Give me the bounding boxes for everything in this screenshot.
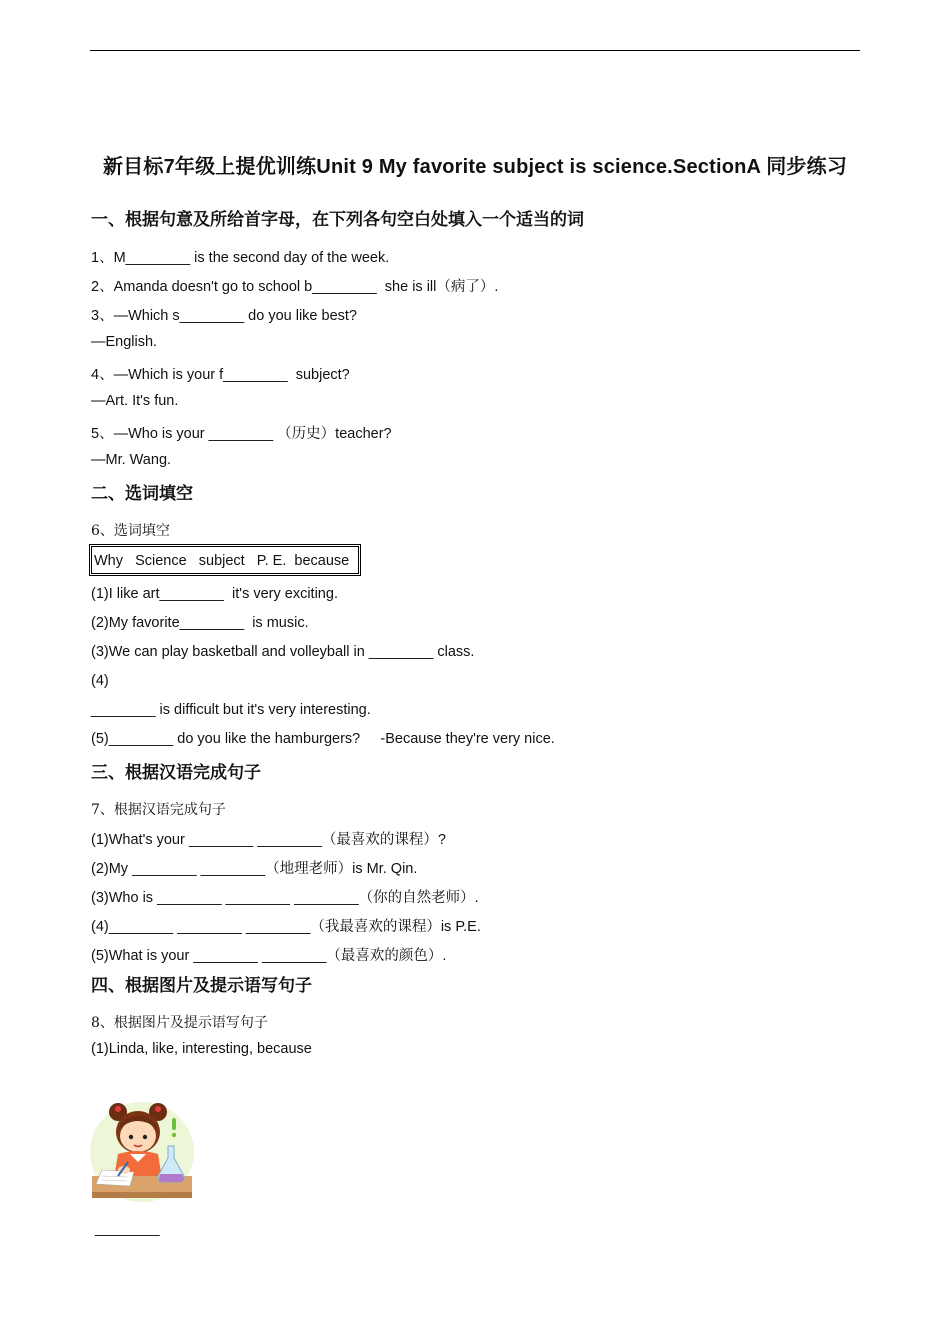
section-heading-1: 一、根据句意及所给首字母，在下列各句空白处填入一个适当的词 bbox=[91, 210, 584, 229]
page-title: 新目标7年级上提优训练Unit 9 My favorite subject is science.SectionA 同步练习 bbox=[102, 156, 848, 178]
question-line: (5)________ do you like the hamburgers? -Because they're very nice. bbox=[91, 731, 555, 747]
question-line: (1)Linda, like, interesting, because bbox=[91, 1041, 312, 1057]
question-line: (1)I like art________ it's very exciting. bbox=[91, 586, 338, 602]
question-line: (4)________ ________ ________（我最喜欢的课程）is P.E. bbox=[91, 919, 481, 935]
girl-studying-illustration bbox=[88, 1092, 196, 1204]
word-box bbox=[89, 544, 361, 576]
word-box-text: Why Science subject P. E. because bbox=[94, 553, 350, 569]
question-number: 6、选词填空 bbox=[91, 523, 170, 539]
question-line: (4) bbox=[91, 673, 109, 689]
section-heading-3: 三、根据汉语完成句子 bbox=[91, 763, 261, 782]
section-heading-4: 四、根据图片及提示语写句子 bbox=[91, 976, 312, 995]
answer-blank: ________ bbox=[95, 1221, 160, 1237]
header-rule bbox=[90, 50, 860, 51]
question-line: (2)My favorite________ is music. bbox=[91, 615, 309, 631]
question-line: 1、M________ is the second day of the week. bbox=[91, 250, 390, 266]
question-line: 3、—Which s________ do you like best? bbox=[91, 308, 357, 324]
question-line: 5、—Who is your ________ （历史）teacher? bbox=[91, 426, 392, 442]
question-number: 8、根据图片及提示语写句子 bbox=[91, 1015, 268, 1031]
question-number: 7、根据汉语完成句子 bbox=[91, 802, 226, 818]
question-line: (3)Who is ________ ________ ________（你的自然老师）. bbox=[91, 890, 479, 906]
question-line: (1)What's your ________ ________（最喜欢的课程）? bbox=[91, 832, 446, 848]
answer-line: —English. bbox=[91, 334, 158, 350]
question-line: (3)We can play basketball and volleyball in ________ class. bbox=[91, 644, 475, 660]
question-line: (2)My ________ ________（地理老师）is Mr. Qin. bbox=[91, 861, 418, 877]
question-line: (5)What is your ________ ________（最喜欢的颜色）. bbox=[91, 948, 447, 964]
section-heading-2: 二、选词填空 bbox=[91, 484, 193, 503]
question-line: 4、—Which is your f________ subject? bbox=[91, 367, 350, 383]
answer-line: —Mr. Wang. bbox=[91, 452, 172, 468]
question-line: ________ is difficult but it's very interesting. bbox=[91, 702, 371, 718]
question-line: 2、Amanda doesn't go to school b________ she is ill（病了）. bbox=[91, 279, 499, 295]
answer-line: —Art. It's fun. bbox=[91, 393, 179, 409]
